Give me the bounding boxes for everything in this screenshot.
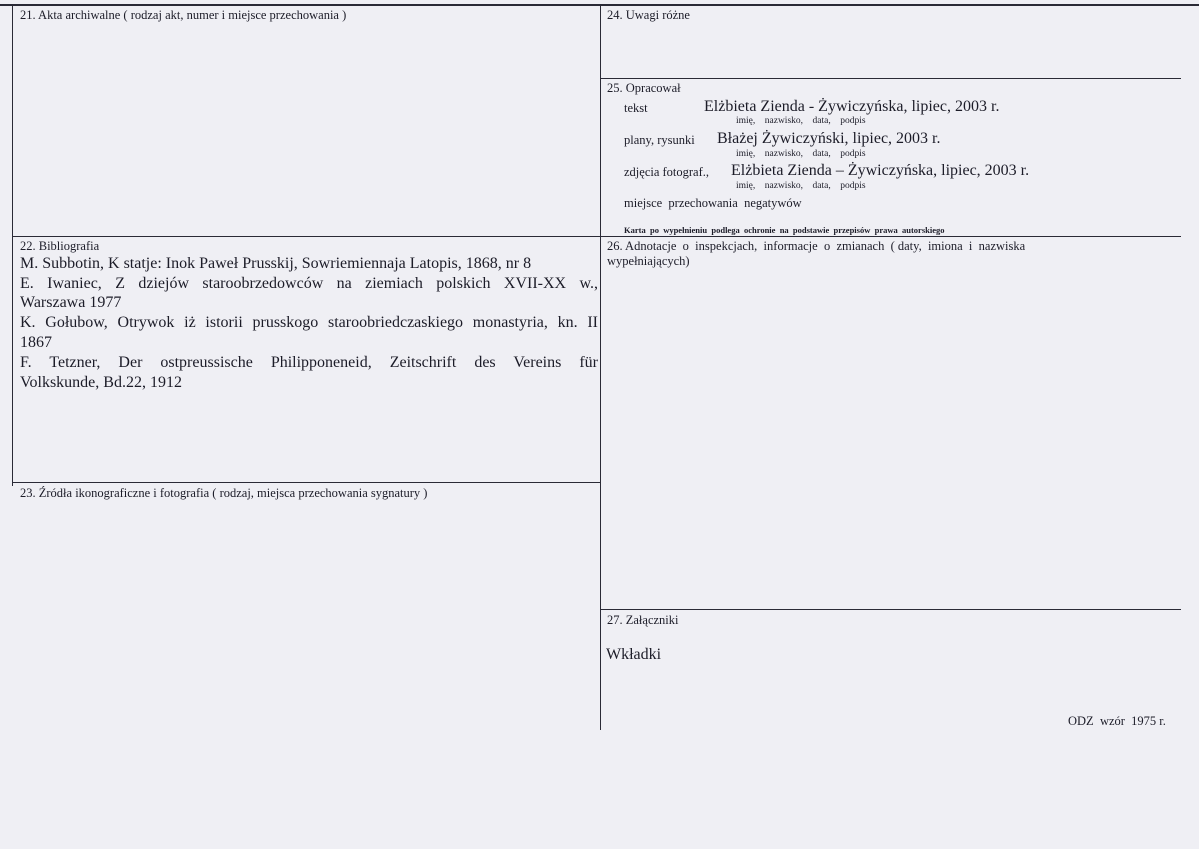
section-26-title: 26. Adnotacje o inspekcjach, informacje o zmianach ( daty, imiona i nazwiska (607, 239, 1026, 253)
divider-22-23 (13, 482, 601, 483)
bibliography-entry: F. Tetzner, Der ostpreussische Philipponeneid, Zeitschrift des Vereins für (20, 354, 598, 371)
section-25-title: 25. Opracował (607, 81, 681, 95)
divider-21-22 (13, 236, 1181, 237)
attachments-value: Wkładki (606, 646, 662, 663)
field-hint: imię, nazwisko, data, podpis (736, 116, 866, 126)
bibliography-entry: E. Iwaniec, Z dziejów staroobrzedowców na ziemiach polskich XVII-XX w., (20, 275, 598, 292)
negatywy-label: miejsce przechowania negatywów (624, 196, 802, 210)
tekst-label: tekst (624, 101, 648, 115)
section-24-title: 24. Uwagi różne (607, 8, 690, 22)
section-27-title: 27. Załączniki (607, 613, 679, 627)
bibliography-entry: Volkskunde, Bd.22, 1912 (20, 374, 182, 391)
left-border (12, 6, 13, 486)
divider-24-25 (601, 78, 1181, 79)
section-23-title: 23. Źródła ikonograficzne i fotografia ( rodzaj, miejsca przechowania sygnatury ) (20, 486, 428, 500)
section-26-title-cont: wypełniających) (607, 254, 690, 268)
tekst-value: Elżbieta Zienda - Żywiczyńska, lipiec, 2003 r. (704, 98, 1000, 115)
plany-label: plany, rysunki (624, 133, 695, 147)
bibliography-entry: Warszawa 1977 (20, 294, 122, 311)
section-21-title: 21. Akta archiwalne ( rodzaj akt, numer i miejsce przechowania ) (20, 8, 347, 22)
bibliography-entry: K. Gołubow, Otrywok iż istorii prusskogo staroobriedczaskiego monastyria, kn. II (20, 314, 598, 331)
copyright-notice: Karta po wypełnieniu podlega ochronie na podstawie przepisów prawa autorskiego (624, 225, 945, 235)
section-22-title: 22. Bibliografia (20, 239, 100, 253)
center-divider (600, 6, 601, 730)
form-footer: ODZ wzór 1975 r. (1068, 714, 1166, 728)
field-hint: imię, nazwisko, data, podpis (736, 181, 866, 191)
bibliography-entry: 1867 (20, 334, 52, 351)
zdjecia-value: Elżbieta Zienda – Żywiczyńska, lipiec, 2003 r. (731, 162, 1030, 179)
zdjecia-label: zdjęcia fotograf., (624, 165, 710, 179)
field-hint: imię, nazwisko, data, podpis (736, 149, 866, 159)
plany-value: Błażej Żywiczyński, lipiec, 2003 r. (717, 130, 941, 147)
bibliography-entry: M. Subbotin, K statje: Inok Paweł Prusskij, Sowriemiennaja Latopis, 1868, nr 8 (20, 255, 532, 272)
divider-26-27 (601, 609, 1181, 610)
